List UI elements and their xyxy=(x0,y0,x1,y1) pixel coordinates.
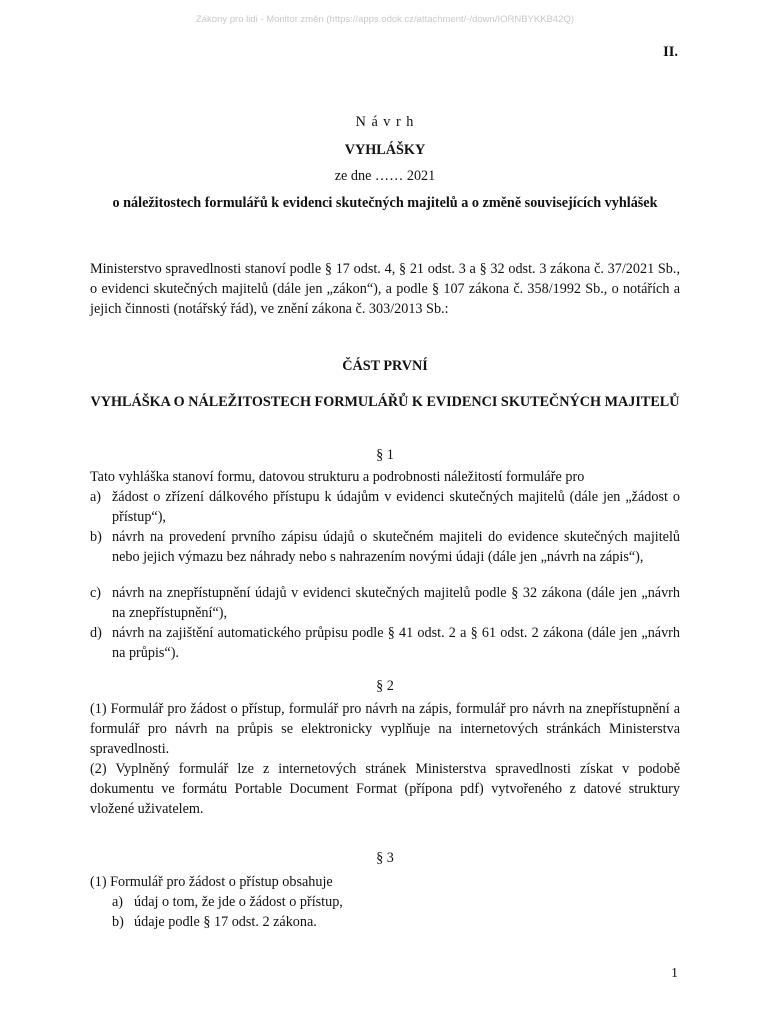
list-item xyxy=(90,527,680,567)
draft-label: N á v r h xyxy=(355,114,415,130)
list-item xyxy=(112,912,680,932)
list-item xyxy=(112,892,680,912)
watermark: Zákony pro lidi - Monitor změn (https://apps.odok.cz/attachment/-/down/IORNBYKKB42Q) xyxy=(195,14,575,25)
document-title: o náležitostech formulářů k evidenci skutečných majitelů a o změně souvisejících vyhlášek xyxy=(112,195,658,211)
section-3-paragraph-1: (1) Formulář pro žádost o přístup obsahuje xyxy=(90,874,333,890)
list-item xyxy=(90,583,680,623)
list-item-label: c) xyxy=(90,585,102,601)
section-3-heading: § 3 xyxy=(376,850,394,866)
list-item-text: žádost o zřízení dálkového přístupu k údajům v evidenci skutečných majitelů (dále jen „žádost o přístup“), xyxy=(112,489,680,525)
list-item xyxy=(90,623,680,663)
list-item xyxy=(90,487,680,527)
list-item-label: b) xyxy=(90,529,102,545)
list-item-label: a) xyxy=(112,894,124,910)
section-2-paragraph-1: (1) Formulář pro žádost o přístup, formulář pro návrh na zápis, formulář pro návrh na znepřístupnění a formulář pro návrh na průpis se elektronicky vyplňuje na internetových stránkách Ministerstva spravedlnosti. xyxy=(90,701,680,757)
page-number: 1 xyxy=(671,966,678,981)
section-2-paragraph-2: (2) Vyplněný formulář lze z internetových stránek Ministerstva spravedlnosti získat v podobě dokumentu ve formátu Portable Document Format (přípona pdf) vytvořeného z datové struktury vložené uživatelem. xyxy=(90,761,680,817)
attachment-number: II. xyxy=(663,44,678,60)
section-2-heading: § 2 xyxy=(376,678,394,694)
list-item-label: a) xyxy=(90,489,102,505)
document-type: VYHLÁŠKY xyxy=(344,142,426,158)
list-item-text: návrh na znepřístupnění údajů v evidenci skutečných majitelů podle § 32 zákona (dále jen „návrh na znepřístupnění“), xyxy=(112,585,680,621)
section-1-heading: § 1 xyxy=(376,447,394,463)
list-item-label: b) xyxy=(112,914,124,930)
list-item-text: údaje podle § 17 odst. 2 zákona. xyxy=(134,914,317,930)
part-heading: ČÁST PRVNÍ xyxy=(342,358,428,374)
preamble: Ministerstvo spravedlnosti stanoví podle § 17 odst. 4, § 21 odst. 3 a § 32 odst. 3 zákona č. 37/2021 Sb., o evidenci skutečných majitelů (dále jen „zákon“), a podle § 107 zákona č. 358/1992 Sb., o notářích a jejich činnosti (notářský řád), ve znění zákona č. 303/2013 Sb.: xyxy=(90,261,680,317)
document-date: ze dne …… 2021 xyxy=(334,168,436,184)
section-1-intro: Tato vyhláška stanoví formu, datovou strukturu a podrobnosti náležitostí formuláře pro xyxy=(90,469,585,485)
list-item-text: návrh na zajištění automatického průpisu podle § 41 odst. 2 a § 61 odst. 2 zákona (dále jen „návrh na průpis“). xyxy=(112,625,680,661)
part-title: VYHLÁŠKA O NÁLEŽITOSTECH FORMULÁŘŮ K EVIDENCI SKUTEČNÝCH MAJITELŮ xyxy=(90,394,680,410)
list-item-text: údaj o tom, že jde o žádost o přístup, xyxy=(134,894,343,910)
list-item-text: návrh na provedení prvního zápisu údajů o skutečném majiteli do evidence skutečných majitelů nebo jejich výmazu bez náhrady nebo s nahrazením novými údaji (dále jen „návrh na zápis“), xyxy=(112,529,680,565)
list-item-label: d) xyxy=(90,625,102,641)
